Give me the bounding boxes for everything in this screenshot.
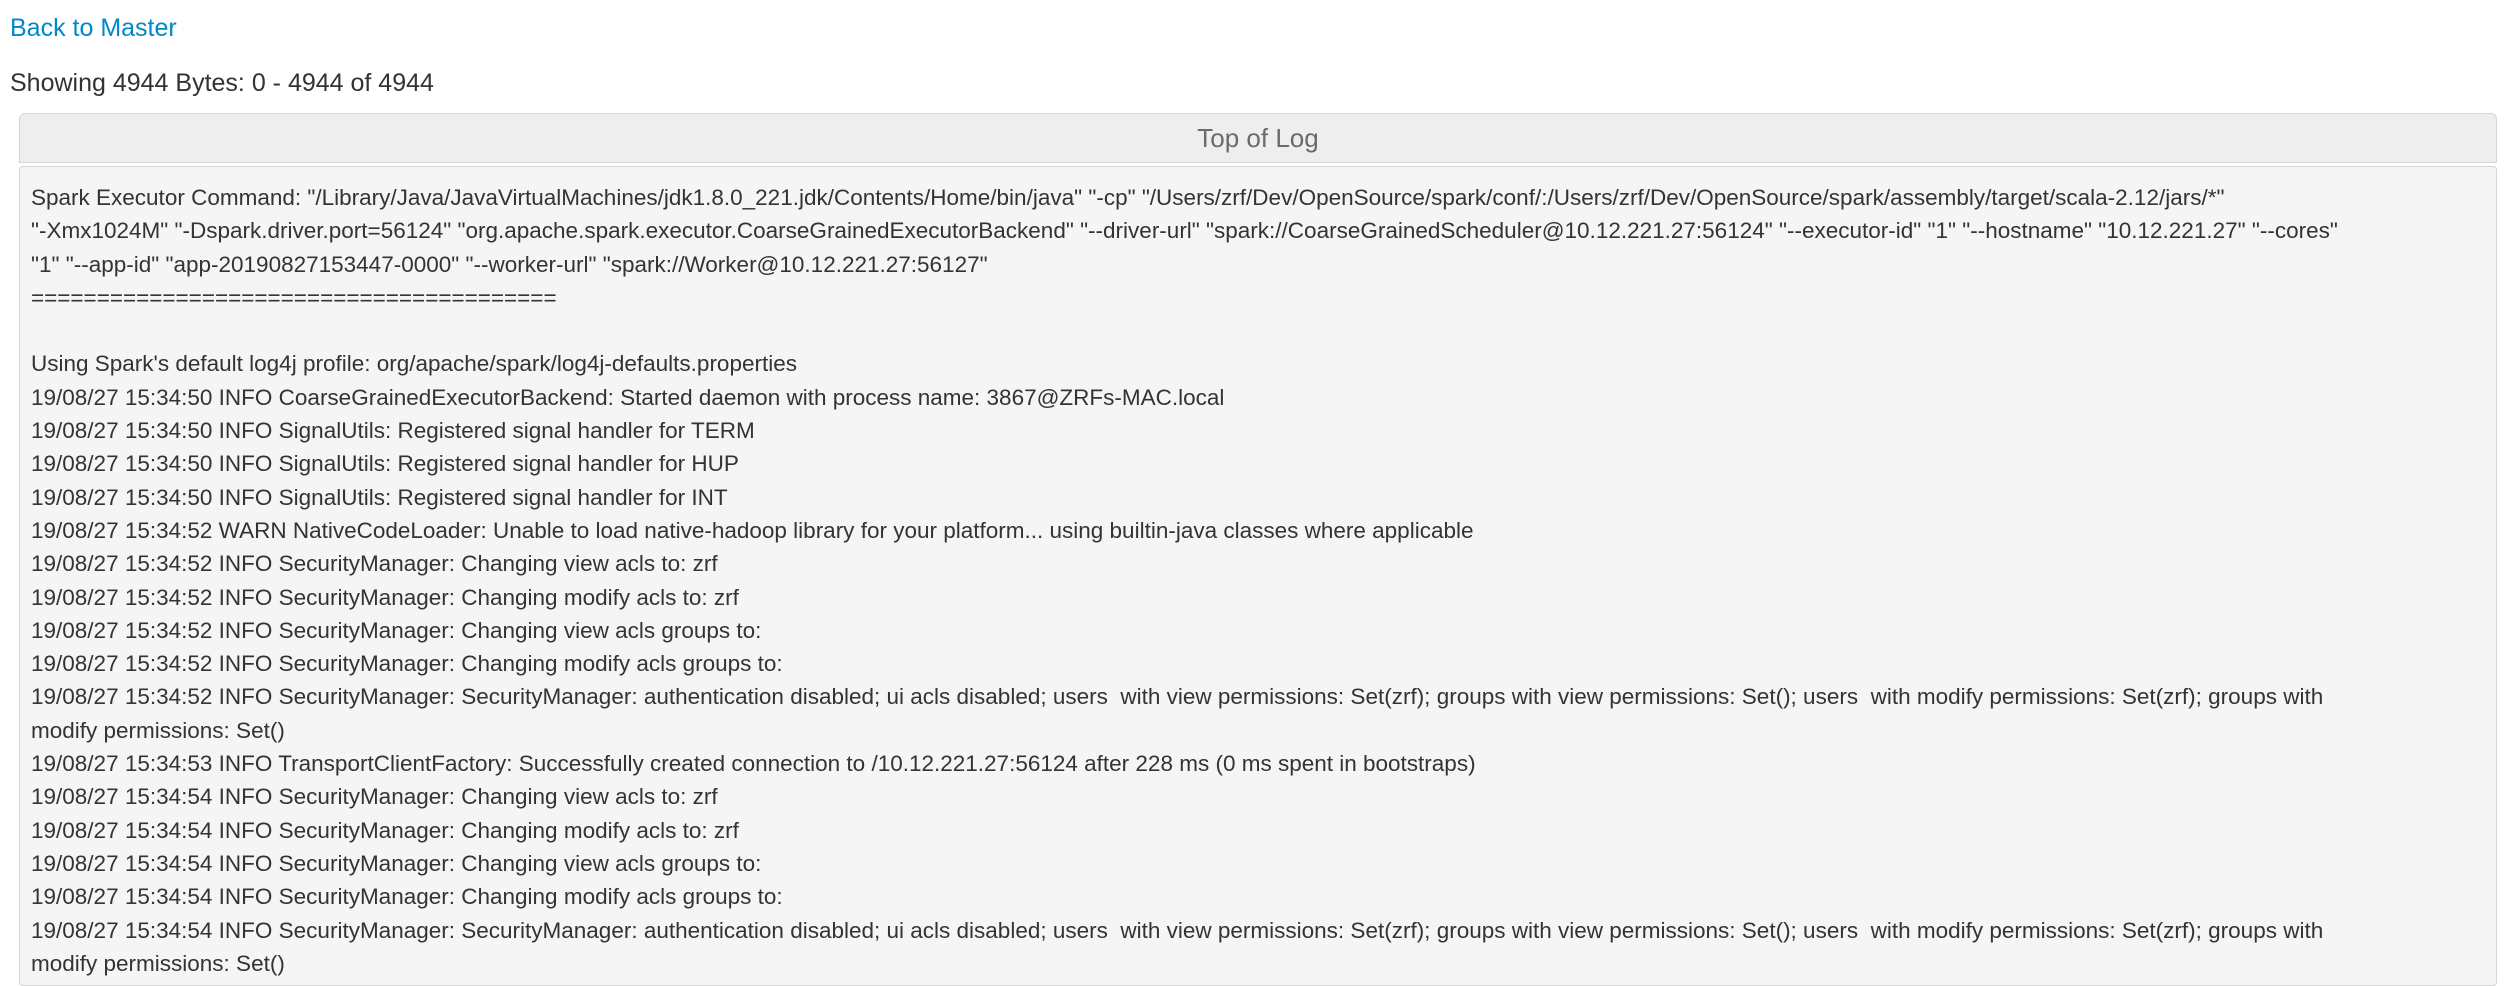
log-line: 19/08/27 15:34:54 INFO SecurityManager: Changing modify acls groups to: — [31, 884, 789, 910]
log-line: 19/08/27 15:34:54 INFO SecurityManager: Changing view acls groups to: — [31, 850, 768, 876]
log-line: 19/08/27 15:34:52 INFO SecurityManager: Changing view acls groups to: — [31, 617, 768, 643]
log-line: ======================================== — [31, 284, 557, 310]
log-line: 19/08/27 15:34:54 INFO SecurityManager: SecurityManager: authentication disabled; ui acls disabled; users with view permissions: Set(zrf); groups with view permissions: Set(); users with modify permissions: Set(zrf); groups with — [31, 917, 2324, 943]
log-line: 19/08/27 15:34:50 INFO CoarseGrainedExecutorBackend: Started daemon with process name: 3867@ZRFs-MAC.local — [31, 384, 1225, 410]
top-of-log-button[interactable]: Top of Log — [19, 113, 2497, 163]
log-line: Spark Executor Command: "/Library/Java/JavaVirtualMachines/jdk1.8.0_221.jdk/Contents/Home/bin/java" "-cp" "/Users/zrf/Dev/OpenSource/spark/conf/:/Users/zrf/Dev/OpenSource/spark/assembly/target/scala-2.12/jars/*" — [31, 185, 2225, 210]
back-to-master-link[interactable]: Back to Master — [10, 14, 177, 42]
log-line: 19/08/27 15:34:52 INFO SecurityManager: SecurityManager: authentication disabled; ui acls disabled; users with view permissions: Set(zrf); groups with view permissions: Set(); users with modify permissions: Set(zrf); groups with — [31, 684, 2324, 710]
log-line — [31, 314, 2484, 347]
log-line: 19/08/27 15:34:52 INFO SecurityManager: Changing view acls to: zrf — [31, 551, 718, 577]
log-line: 19/08/27 15:34:54 INFO SecurityManager: Changing modify acls to: zrf — [31, 817, 739, 843]
log-line: 19/08/27 15:34:53 INFO TransportClientFactory: Successfully created connection to /10.12.221.27:56124 after 228 ms (0 ms spent in bootstraps) — [31, 751, 1476, 777]
log-line: 19/08/27 15:34:50 INFO SignalUtils: Registered signal handler for TERM — [31, 418, 755, 444]
log-line: 19/08/27 15:34:50 INFO SignalUtils: Registered signal handler for INT — [31, 484, 728, 510]
log-line: Using Spark's default log4j profile: org/apache/spark/log4j-defaults.properties — [31, 351, 797, 377]
log-line: 19/08/27 15:34:52 INFO SecurityManager: Changing modify acls to: zrf — [31, 584, 739, 610]
log-line: "-Xmx1024M" "-Dspark.driver.port=56124" "org.apache.spark.executor.CoarseGrainedExecutorBackend" "--driver-url" "spark://CoarseGrainedScheduler@10.12.221.27:56124" "--executor-id" "1" "--hostname" "10.12.221.27" "--cores" — [31, 218, 2338, 244]
log-line: modify permissions: Set() — [31, 717, 285, 743]
log-line: 19/08/27 15:34:50 INFO SignalUtils: Registered signal handler for HUP — [31, 451, 739, 477]
log-line: modify permissions: Set() — [31, 950, 285, 976]
log-content[interactable] — [19, 166, 2497, 986]
log-line: 19/08/27 15:34:52 WARN NativeCodeLoader: Unable to load native-hadoop library for your platform... using builtin-java classes where applicable — [31, 517, 1474, 543]
log-line: 19/08/27 15:34:54 INFO SecurityManager: Changing view acls to: zrf — [31, 784, 718, 810]
log-line: "1" "--app-id" "app-20190827153447-0000" "--worker-url" "spark://Worker@10.12.221.27:56127" — [31, 251, 988, 277]
log-line: 19/08/27 15:34:52 INFO SecurityManager: Changing modify acls groups to: — [31, 651, 789, 677]
byte-range-summary: Showing 4944 Bytes: 0 - 4944 of 4944 — [10, 69, 434, 97]
